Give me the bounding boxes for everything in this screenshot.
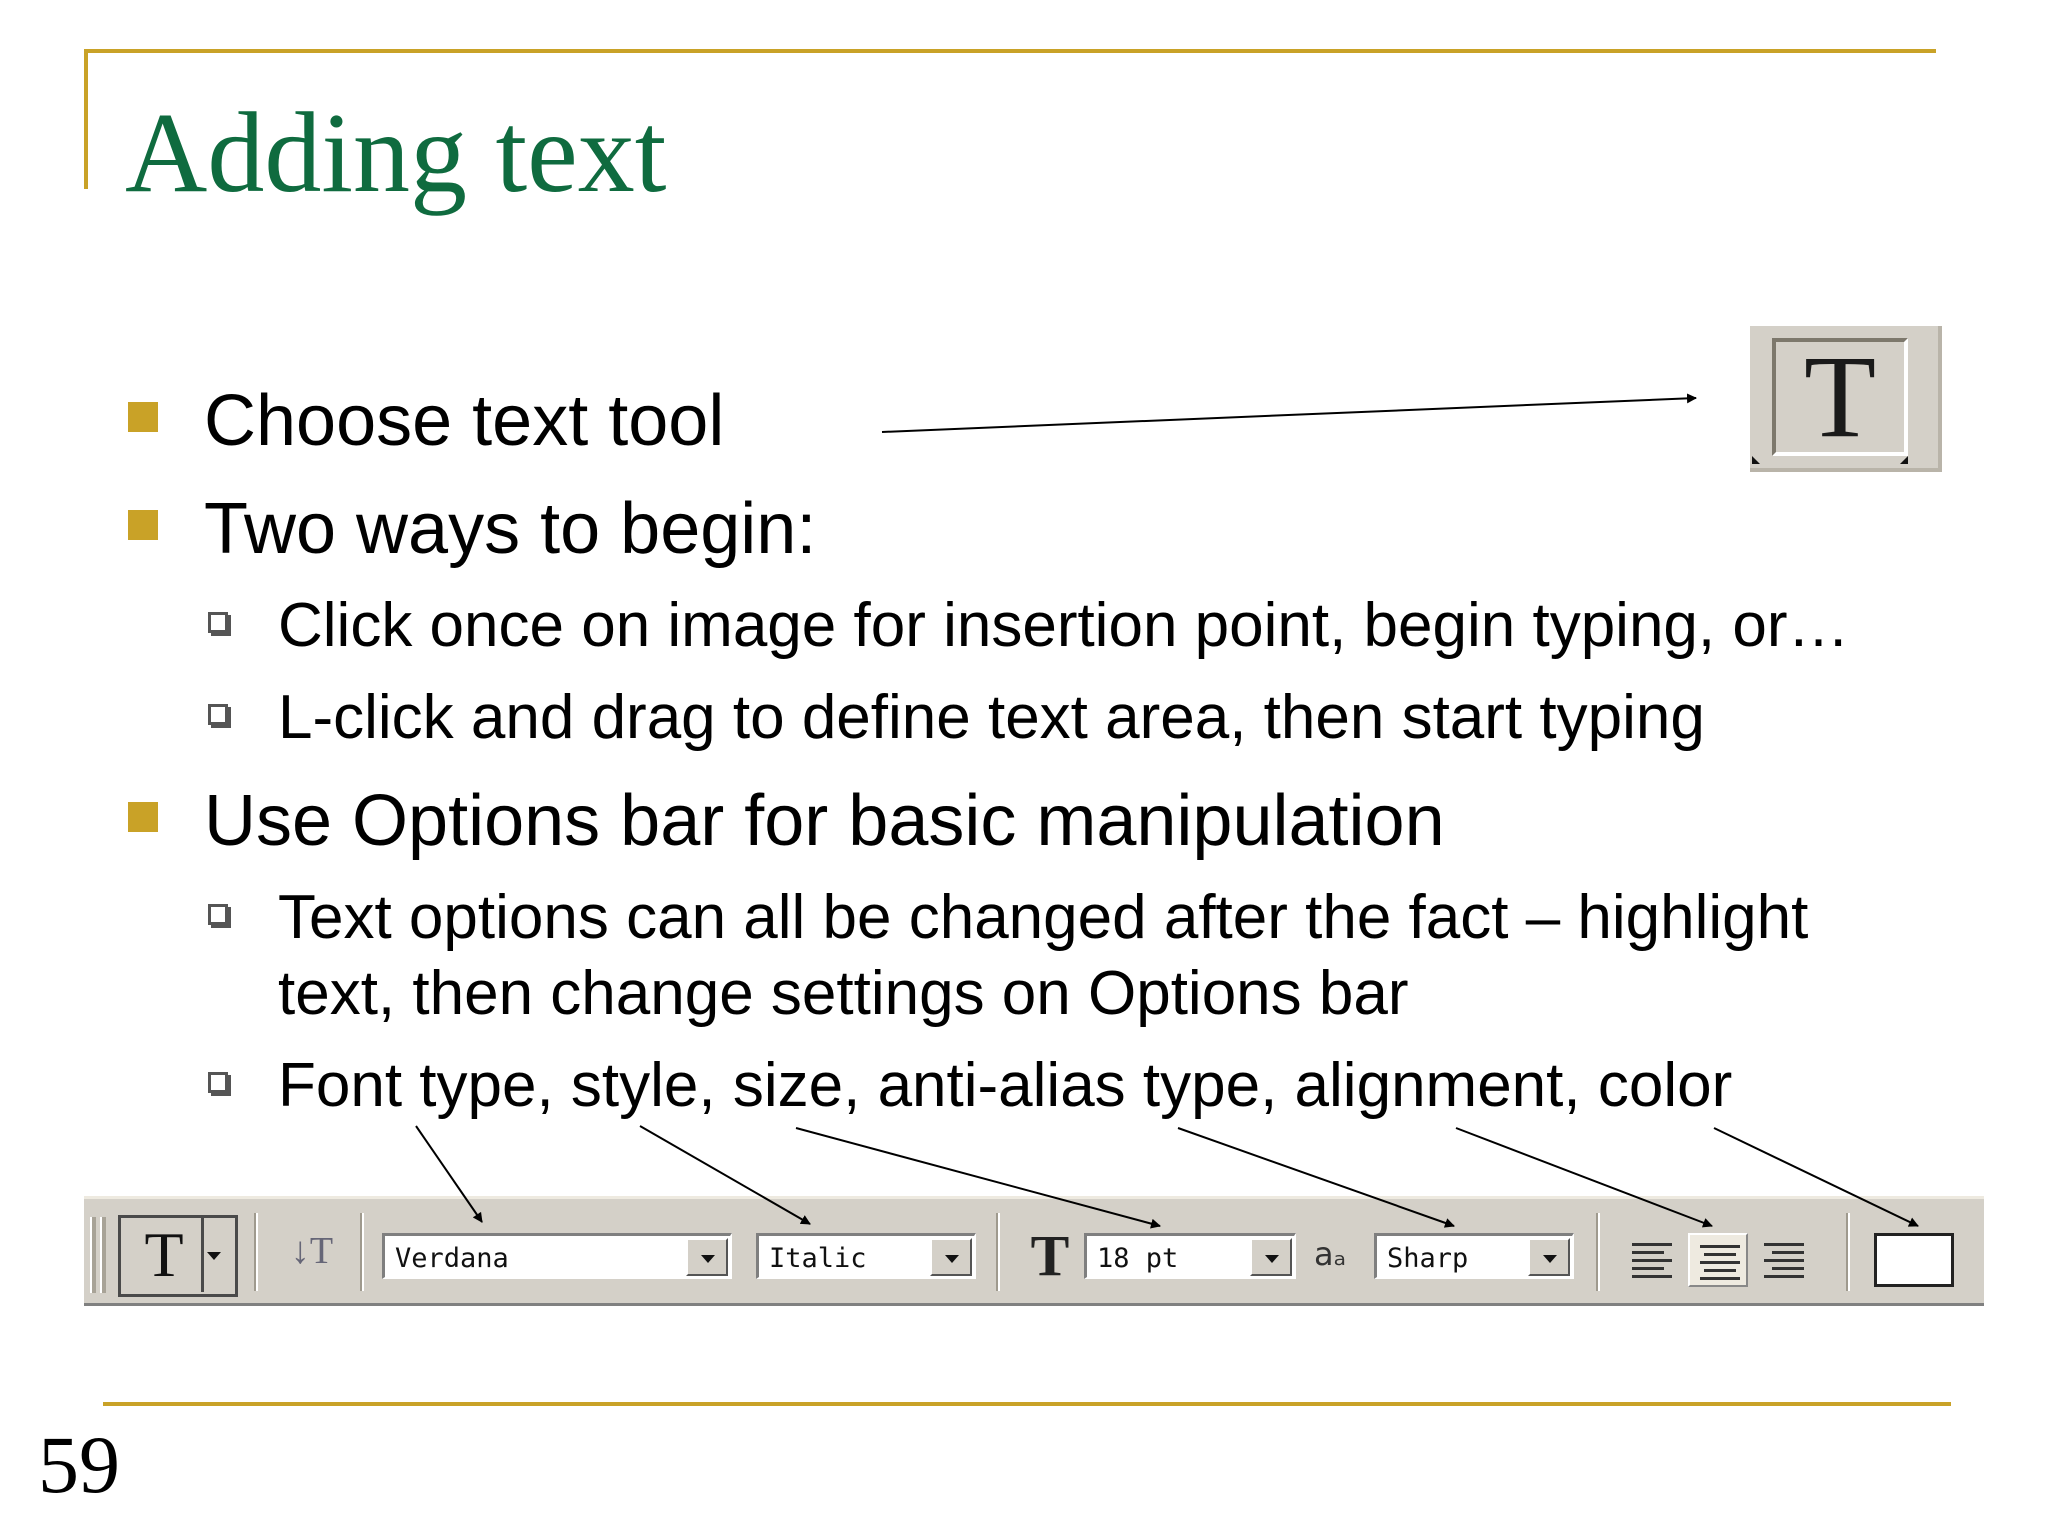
bullet-use-options: Use Options bar for basic manipulation xyxy=(204,781,1445,861)
bullet-choose-text-tool: Choose text tool xyxy=(204,381,725,461)
page-number: 59 xyxy=(38,1419,120,1510)
font-family-value: Verdana xyxy=(395,1243,509,1274)
sub-bullet-text-options-line2: text, then change settings on Options bar xyxy=(278,959,1409,1028)
slide-title: Adding text xyxy=(125,89,667,216)
font-size-value: 18 pt xyxy=(1097,1243,1179,1274)
anti-alias-icon: aₐ xyxy=(1314,1235,1347,1273)
arrow-to-text-tool xyxy=(882,398,1696,432)
sub-bullet-click-once: Click once on image for insertion point, begin typing, or… xyxy=(278,591,1850,660)
arrow-to-alignment xyxy=(1456,1128,1712,1226)
arrow-to-font-size xyxy=(796,1128,1160,1226)
bottom-rule xyxy=(103,1402,1951,1406)
sub-bullet-l-click: L-click and drag to define text area, then start typing xyxy=(278,683,1705,752)
font-size-icon: T xyxy=(1030,1223,1070,1288)
arrow-to-anti-alias xyxy=(1178,1128,1454,1226)
font-style-value: Italic xyxy=(769,1243,867,1274)
anti-alias-value: Sharp xyxy=(1387,1243,1469,1274)
sub-bullet-text-options-line1: Text options can all be changed after the fact – highlight xyxy=(278,883,1809,952)
bullet-two-ways: Two ways to begin: xyxy=(204,489,817,569)
arrow-to-font-style xyxy=(640,1126,810,1224)
arrow-to-font-family xyxy=(416,1126,482,1222)
text-orientation-icon[interactable]: ↓T xyxy=(290,1230,334,1272)
text-tool-glyph: T xyxy=(1772,338,1908,456)
arrow-to-color xyxy=(1714,1128,1918,1226)
type-tool-icon: T xyxy=(127,1218,204,1292)
sub-bullet-font-list: Font type, style, size, anti-alias type, alignment, color xyxy=(278,1051,1733,1120)
